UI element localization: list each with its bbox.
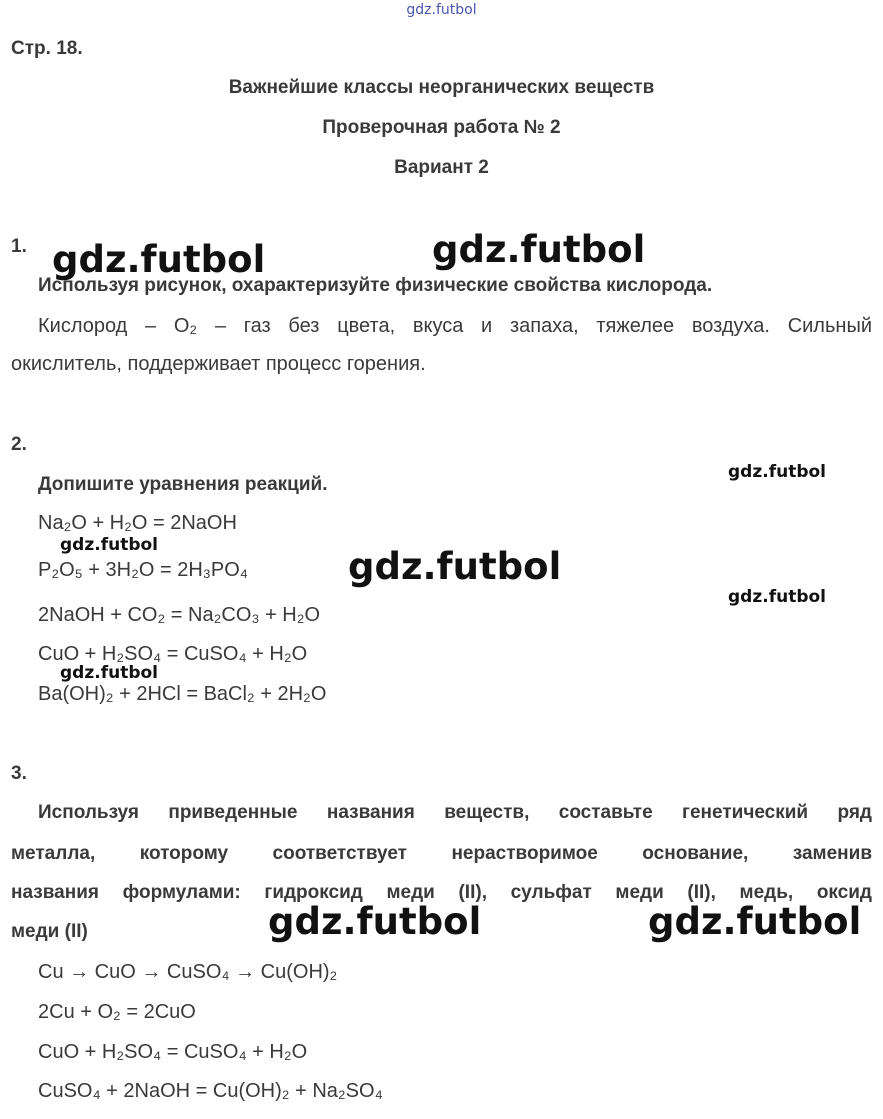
watermark: gdz.futbol — [52, 238, 266, 281]
question-1-task: Используя рисунок, охарактеризуйте физические свойства кислорода. — [38, 275, 713, 296]
title-section: Важнейшие классы неорганических веществ — [228, 77, 655, 98]
question-2-equation: CuO + H₂SO₄ = CuSO₄ + H₂O — [38, 643, 308, 665]
watermark-top: gdz.futbol — [406, 2, 477, 18]
question-2-equation: Na₂O + H₂O = 2NaOH — [38, 512, 237, 534]
question-3-task-line-3: названия формулами: гидроксид меди (II), сульфат меди (II), медь, оксид — [11, 882, 872, 903]
question-2-task: Допишите уравнения реакций. — [38, 474, 328, 495]
watermark: gdz.futbol — [60, 663, 158, 683]
question-3-equation: CuSO₄ + 2NaOH = Cu(OH)₂ + Na₂SO₄ — [38, 1080, 383, 1102]
watermark: gdz.futbol — [348, 545, 562, 588]
question-1-answer-line-1: Кислород – O₂ – газ без цвета, вкуса и запаха, тяжелее воздуха. Сильный — [38, 315, 872, 337]
question-2-number: 2. — [11, 434, 27, 455]
question-2-equation: P₂O₅ + 3H₂O = 2H₃PO₄ — [38, 559, 248, 581]
question-2-equation: 2NaOH + CO₂ = Na₂CO₃ + H₂O — [38, 604, 321, 626]
question-3-task-line-1: Используя приведенные названия веществ, составьте генетический ряд — [38, 802, 872, 823]
title-work: Проверочная работа № 2 — [322, 117, 561, 138]
question-3-equation: 2Cu + O₂ = 2CuO — [38, 1001, 196, 1023]
question-2-equation: Ba(OH)₂ + 2HCl = BaCl₂ + 2H₂O — [38, 683, 327, 705]
page-label: Стр. 18. — [11, 38, 83, 59]
title-variant: Вариант 2 — [394, 157, 489, 178]
watermark: gdz.futbol — [60, 535, 158, 555]
watermark: gdz.futbol — [432, 228, 646, 271]
question-3-task-line-2: металла, которому соответствует нерастворимое основание, заменив — [11, 843, 872, 864]
question-1-answer-line-2: окислитель, поддерживает процесс горения. — [11, 353, 426, 375]
question-3-equation: CuO + H₂SO₄ = CuSO₄ + H₂O — [38, 1041, 308, 1063]
watermark: gdz.futbol — [728, 462, 826, 482]
question-3-task-line-4: меди (II) — [11, 921, 88, 942]
question-3-number: 3. — [11, 763, 27, 784]
watermark: gdz.futbol — [648, 900, 862, 943]
watermark: gdz.futbol — [268, 900, 482, 943]
question-3-chain: Cu → CuO → CuSO₄ → Cu(OH)₂ — [38, 961, 338, 983]
watermark: gdz.futbol — [728, 587, 826, 607]
question-1-number: 1. — [11, 236, 27, 257]
